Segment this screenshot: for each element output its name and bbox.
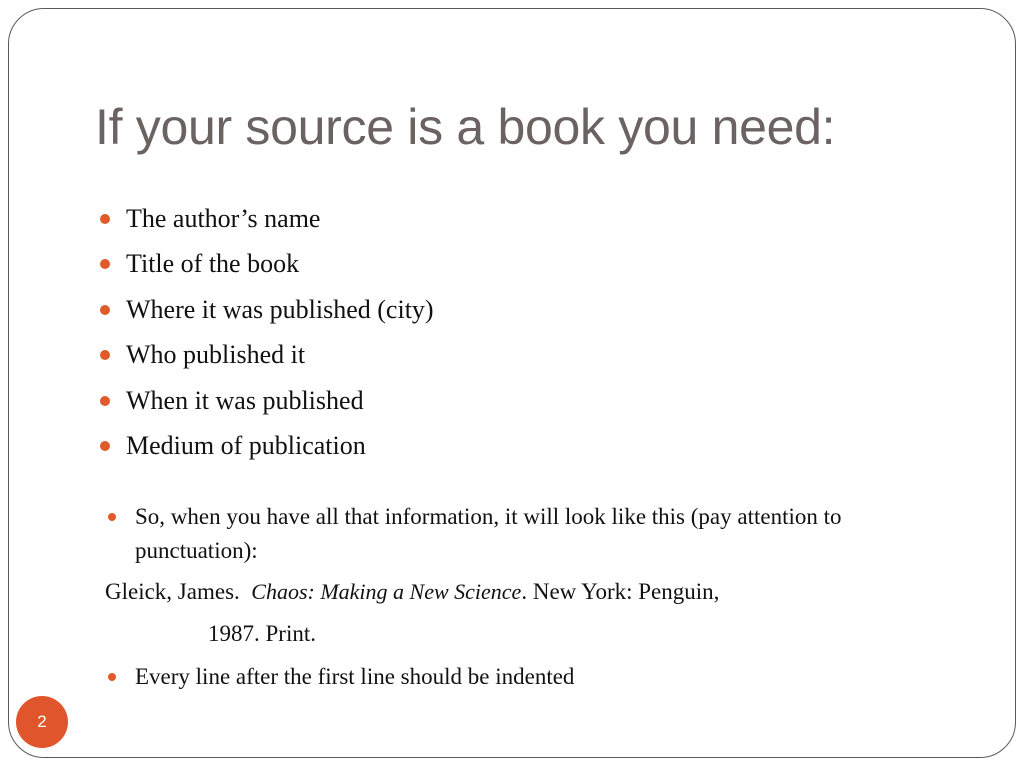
- indent-note: [108, 660, 574, 694]
- citation-title: Chaos: Making a New Science: [251, 579, 522, 604]
- citation-continuation: 1987. Print.: [208, 621, 316, 646]
- list-item-text: Medium of publication: [126, 430, 366, 460]
- list-item: [100, 245, 434, 290]
- bullet-icon: [100, 305, 110, 315]
- note-text: So, when you have all that information, it will look like this (pay attention to punctuation):: [135, 504, 842, 563]
- requirements-list: [100, 200, 434, 472]
- list-item-text: Where it was published (city): [126, 294, 434, 324]
- list-item: [100, 200, 434, 245]
- citation-publisher: . New York: Penguin,: [521, 579, 720, 604]
- bullet-icon: [108, 513, 116, 521]
- bullet-icon: [100, 259, 110, 269]
- bullet-icon: [108, 673, 116, 681]
- list-item: [100, 336, 434, 381]
- punctuation-note: [108, 500, 868, 568]
- list-item: [100, 382, 434, 427]
- bullet-icon: [100, 350, 110, 360]
- list-item-text: Who published it: [126, 340, 306, 370]
- list-item-text: The author’s name: [126, 204, 321, 233]
- bullet-icon: [100, 441, 110, 451]
- citation-author: Gleick, James.: [105, 579, 240, 604]
- bullet-icon: [100, 396, 110, 406]
- list-item: [100, 291, 434, 336]
- bullet-icon: [100, 214, 110, 224]
- slide-title: If your source is a book you need:: [95, 99, 836, 155]
- note-text: Every line after the first line should be indented: [135, 664, 575, 689]
- citation-example: [105, 575, 719, 609]
- page-number-badge: 2: [16, 696, 68, 748]
- list-item: [100, 427, 434, 472]
- list-item-text: When it was published: [126, 385, 364, 415]
- list-item-text: Title of the book: [126, 249, 300, 279]
